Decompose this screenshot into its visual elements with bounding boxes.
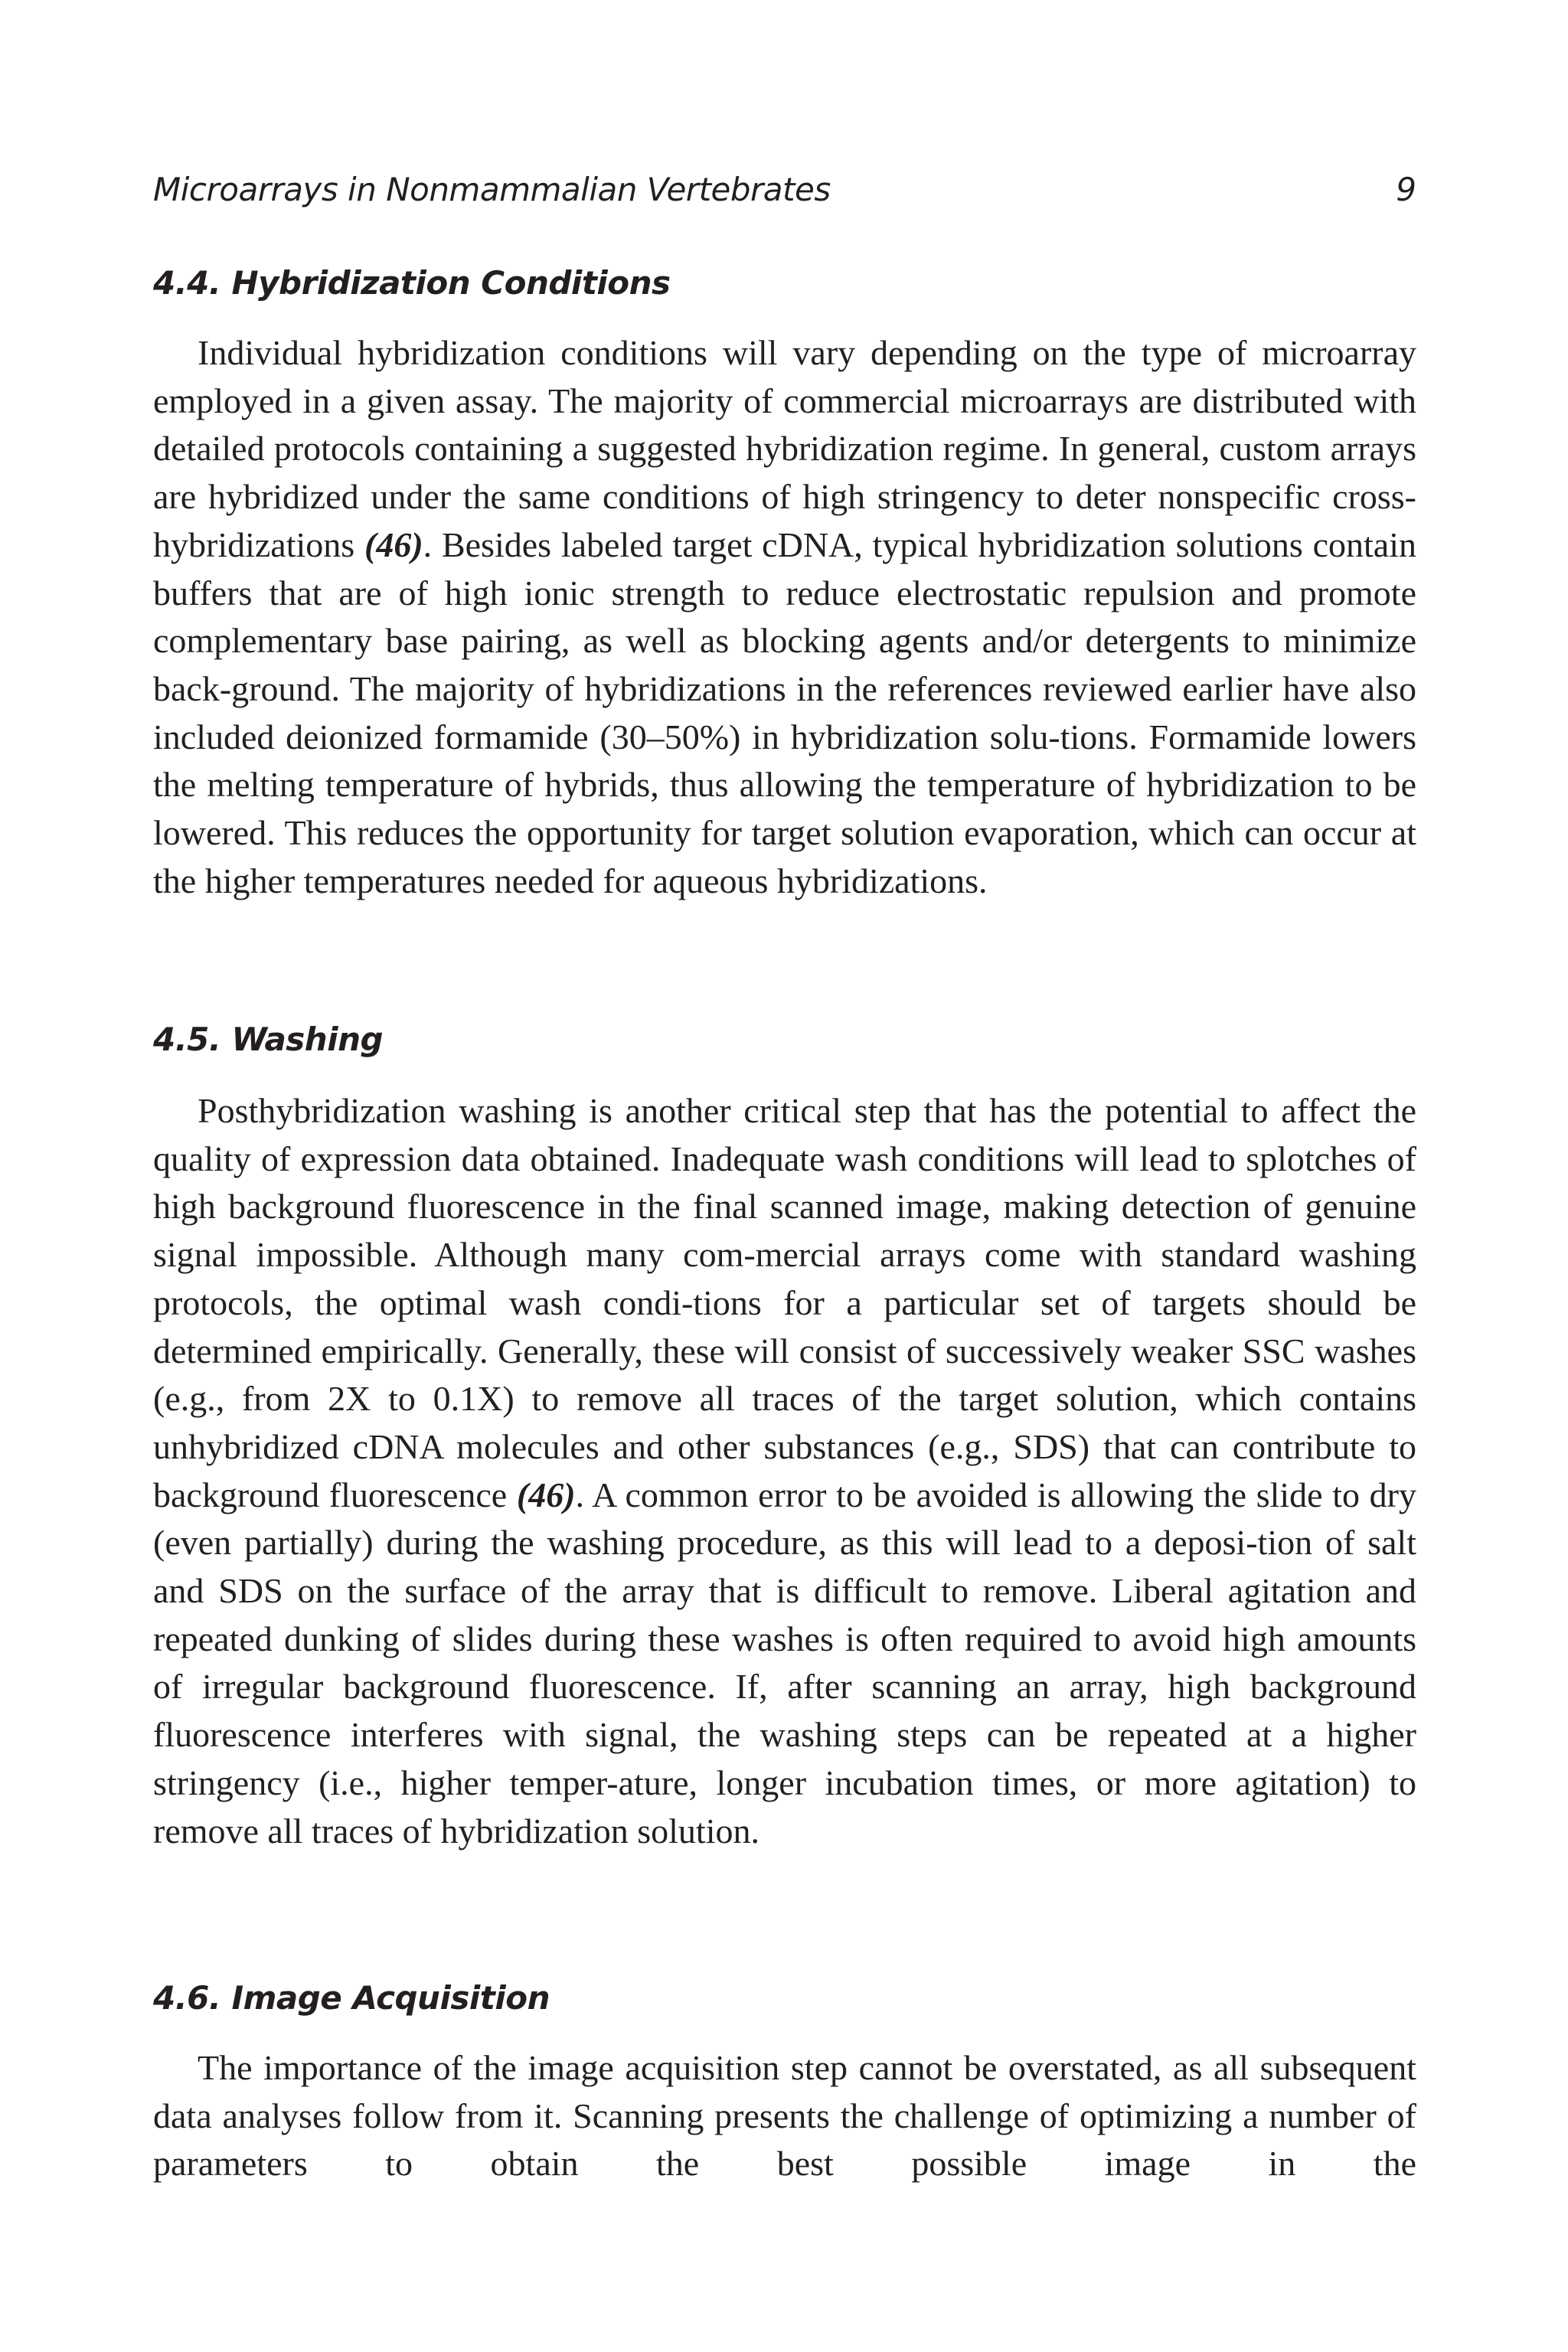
paragraph-washing [153,1087,1416,1855]
citation-reference: (46) [516,1475,576,1514]
section-heading-image-acquisition: 4.6. Image Acquisition [153,1979,550,2017]
section-heading-washing: 4.5. Washing [153,1021,384,1058]
paragraph-text: The importance of the image acquisition step cannot be overstated, as all subsequent data analyses follow from it. Scanning presents the challenge of optimizing a number of parameters to obtain the best possible image in the [153,2048,1416,2184]
document-page [153,0,1416,2352]
citation-reference: (46) [364,524,423,564]
running-title: Microarrays in Nonmammalian Vertebrates [153,171,831,208]
paragraph-text: Posthybridization washing is another critical step that has the potential to affect the quality of expression data obtained. Inadequate wash conditions will lead to splotches of high background fluorescence in the final scanned image, making detection of genuine signal impossible. Although many com-mercial arrays come with standard washing protocols, the optimal wash condi-tions for a particular set of targets should be determined empirically. Generally, these will consist of successively weaker SSC washes (e.g., from 2X to 0.1X) to remove all traces of the target solution, which contains unhybridized cDNA molecules and other substances (e.g., SDS) that can contribute to background fluorescence [153,1091,1416,1514]
page-number: 9 [1396,171,1416,208]
paragraph-image-acquisition [153,2044,1416,2188]
paragraph-hybridization-conditions [153,329,1416,905]
paragraph-text: . Besides labeled target cDNA, typical hybridization solutions contain buffers that are of high ionic strength to reduce electrostatic repulsion and promote complementary base pairing, as well as blocking agents and/or detergents to minimize back-ground. The majority of hybridizations in the references reviewed earlier have also included deionized formamide (30–50%) in hybridization solu-tions. Formamide lowers the melting temperature of hybrids, thus allowing the temperature of hybridization to be lowered. This reduces the opportunity for target solution evaporation, which can occur at the higher temperatures needed for aqueous hybridizations. [153,524,1416,900]
running-header [153,167,1416,213]
section-heading-hybridization-conditions: 4.4. Hybridization Conditions [153,264,671,302]
paragraph-text: Individual hybridization conditions will vary depending on the type of microarray employed in a given assay. The majority of commercial microarrays are distributed with detailed protocols containing a suggested hybridization regime. In general, custom arrays are hybridized under the same conditions of high stringency to deter nonspecific cross-hybridizations [153,333,1416,564]
paragraph-text: . A common error to be avoided is allowing the slide to dry (even partially) during the washing procedure, as this will lead to a deposi-tion of salt and SDS on the surface of the array that is difficult to remove. Liberal agitation and repeated dunking of slides during these washes is often required to avoid high amounts of irregular background fluorescence. If, after scanning an array, high background fluorescence interferes with signal, the washing steps can be repeated at a higher stringency (i.e., higher temper-ature, longer incubation times, or more agitation) to remove all traces of hybridization solution. [153,1475,1417,1851]
